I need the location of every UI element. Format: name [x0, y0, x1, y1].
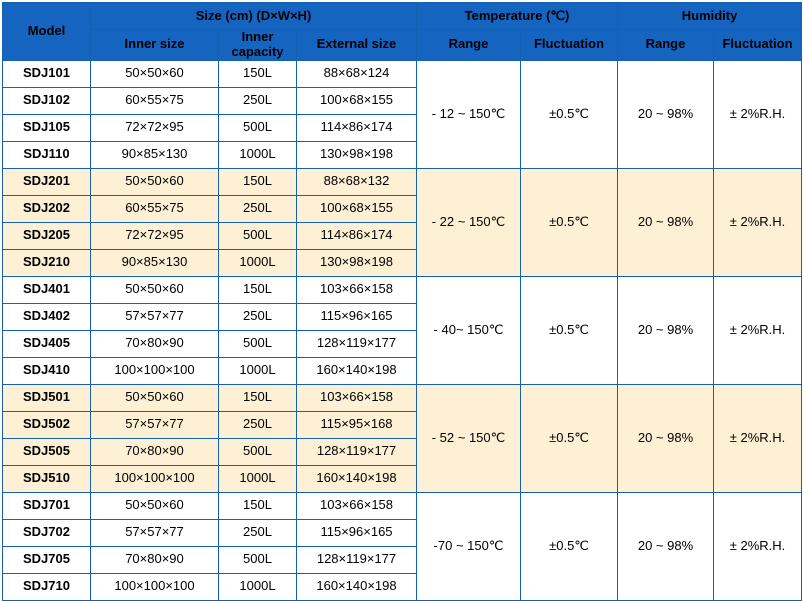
cell-inner-size: 50×50×60: [91, 384, 219, 411]
header-humidity-fluctuation: Fluctuation: [714, 30, 802, 61]
cell-inner-size: 90×85×130: [91, 249, 219, 276]
table-body: [3, 60, 802, 600]
cell-external-size: 160×140×198: [297, 573, 417, 600]
cell-temperature-fluctuation: ±0.5℃: [521, 168, 618, 276]
table-row: [3, 168, 802, 195]
header-humidity-group: Humidity: [618, 3, 802, 30]
cell-inner-size: 60×55×75: [91, 195, 219, 222]
cell-model: SDJ101: [3, 60, 91, 87]
cell-external-size: 103×66×158: [297, 492, 417, 519]
cell-inner-size: 50×50×60: [91, 168, 219, 195]
cell-inner-size: 57×57×77: [91, 303, 219, 330]
cell-temperature-fluctuation: ±0.5℃: [521, 276, 618, 384]
cell-humidity-fluctuation: ± 2%R.H.: [714, 492, 802, 600]
cell-inner-capacity: 1000L: [219, 357, 297, 384]
cell-model: SDJ202: [3, 195, 91, 222]
cell-temperature-range: - 52 ~ 150℃: [417, 384, 521, 492]
cell-inner-size: 50×50×60: [91, 276, 219, 303]
cell-humidity-range: 20 ~ 98%: [618, 276, 714, 384]
header-sub-row: [3, 30, 802, 61]
cell-inner-capacity: 150L: [219, 168, 297, 195]
cell-inner-size: 90×85×130: [91, 141, 219, 168]
cell-model: SDJ205: [3, 222, 91, 249]
cell-model: SDJ501: [3, 384, 91, 411]
cell-external-size: 115×96×165: [297, 303, 417, 330]
cell-inner-size: 100×100×100: [91, 357, 219, 384]
cell-inner-capacity: 1000L: [219, 249, 297, 276]
table-header: [3, 3, 802, 61]
cell-temperature-fluctuation: ±0.5℃: [521, 60, 618, 168]
cell-model: SDJ402: [3, 303, 91, 330]
cell-humidity-range: 20 ~ 98%: [618, 60, 714, 168]
cell-inner-size: 50×50×60: [91, 60, 219, 87]
cell-external-size: 88×68×124: [297, 60, 417, 87]
cell-inner-capacity: 250L: [219, 87, 297, 114]
cell-humidity-range: 20 ~ 98%: [618, 492, 714, 600]
cell-external-size: 130×98×198: [297, 141, 417, 168]
header-temperature-fluctuation: Fluctuation: [521, 30, 618, 61]
cell-inner-capacity: 500L: [219, 222, 297, 249]
header-group-row: [3, 3, 802, 30]
table-row: [3, 384, 802, 411]
header-size-group: Size (cm) (D×W×H): [91, 3, 417, 30]
cell-temperature-range: -70 ~ 150℃: [417, 492, 521, 600]
cell-external-size: 115×96×165: [297, 519, 417, 546]
cell-inner-capacity: 150L: [219, 492, 297, 519]
cell-external-size: 128×119×177: [297, 438, 417, 465]
cell-inner-capacity: 1000L: [219, 465, 297, 492]
cell-humidity-fluctuation: ± 2%R.H.: [714, 276, 802, 384]
cell-inner-size: 57×57×77: [91, 411, 219, 438]
cell-inner-size: 50×50×60: [91, 492, 219, 519]
cell-model: SDJ701: [3, 492, 91, 519]
cell-model: SDJ210: [3, 249, 91, 276]
cell-external-size: 114×86×174: [297, 114, 417, 141]
cell-external-size: 88×68×132: [297, 168, 417, 195]
cell-external-size: 103×66×158: [297, 276, 417, 303]
cell-external-size: 160×140×198: [297, 465, 417, 492]
cell-external-size: 103×66×158: [297, 384, 417, 411]
cell-temperature-fluctuation: ±0.5℃: [521, 492, 618, 600]
cell-inner-size: 70×80×90: [91, 330, 219, 357]
cell-model: SDJ510: [3, 465, 91, 492]
header-temperature-group: Temperature (℃): [417, 3, 618, 30]
cell-model: SDJ405: [3, 330, 91, 357]
cell-model: SDJ102: [3, 87, 91, 114]
cell-temperature-range: - 22 ~ 150℃: [417, 168, 521, 276]
cell-inner-size: 57×57×77: [91, 519, 219, 546]
cell-inner-capacity: 150L: [219, 384, 297, 411]
cell-external-size: 114×86×174: [297, 222, 417, 249]
cell-inner-capacity: 500L: [219, 438, 297, 465]
cell-external-size: 128×119×177: [297, 546, 417, 573]
cell-inner-capacity: 1000L: [219, 141, 297, 168]
cell-inner-capacity: 150L: [219, 60, 297, 87]
header-model: Model: [3, 3, 91, 61]
cell-inner-capacity: 250L: [219, 303, 297, 330]
cell-external-size: 160×140×198: [297, 357, 417, 384]
header-external-size: External size: [297, 30, 417, 61]
cell-external-size: 115×95×168: [297, 411, 417, 438]
table-row: [3, 60, 802, 87]
cell-inner-capacity: 500L: [219, 330, 297, 357]
header-inner-capacity: Inner capacity: [219, 30, 297, 61]
cell-temperature-range: - 40~ 150℃: [417, 276, 521, 384]
cell-humidity-fluctuation: ± 2%R.H.: [714, 60, 802, 168]
cell-inner-size: 100×100×100: [91, 573, 219, 600]
cell-inner-capacity: 250L: [219, 411, 297, 438]
cell-inner-size: 60×55×75: [91, 87, 219, 114]
cell-external-size: 130×98×198: [297, 249, 417, 276]
cell-model: SDJ502: [3, 411, 91, 438]
cell-external-size: 128×119×177: [297, 330, 417, 357]
cell-external-size: 100×68×155: [297, 87, 417, 114]
header-inner-size: Inner size: [91, 30, 219, 61]
cell-inner-size: 70×80×90: [91, 438, 219, 465]
header-humidity-range: Range: [618, 30, 714, 61]
cell-inner-size: 72×72×95: [91, 114, 219, 141]
cell-inner-capacity: 250L: [219, 519, 297, 546]
cell-inner-size: 100×100×100: [91, 465, 219, 492]
cell-model: SDJ105: [3, 114, 91, 141]
cell-inner-size: 72×72×95: [91, 222, 219, 249]
cell-external-size: 100×68×155: [297, 195, 417, 222]
cell-model: SDJ702: [3, 519, 91, 546]
cell-model: SDJ505: [3, 438, 91, 465]
cell-model: SDJ410: [3, 357, 91, 384]
cell-inner-capacity: 500L: [219, 114, 297, 141]
cell-humidity-fluctuation: ± 2%R.H.: [714, 168, 802, 276]
cell-temperature-range: - 12 ~ 150℃: [417, 60, 521, 168]
header-temperature-range: Range: [417, 30, 521, 61]
cell-model: SDJ401: [3, 276, 91, 303]
cell-model: SDJ110: [3, 141, 91, 168]
cell-temperature-fluctuation: ±0.5℃: [521, 384, 618, 492]
cell-model: SDJ710: [3, 573, 91, 600]
cell-inner-capacity: 250L: [219, 195, 297, 222]
cell-inner-size: 70×80×90: [91, 546, 219, 573]
cell-inner-capacity: 500L: [219, 546, 297, 573]
cell-inner-capacity: 1000L: [219, 573, 297, 600]
table-row: [3, 276, 802, 303]
cell-humidity-fluctuation: ± 2%R.H.: [714, 384, 802, 492]
cell-humidity-range: 20 ~ 98%: [618, 384, 714, 492]
cell-model: SDJ201: [3, 168, 91, 195]
cell-humidity-range: 20 ~ 98%: [618, 168, 714, 276]
cell-model: SDJ705: [3, 546, 91, 573]
specification-table: [2, 2, 802, 601]
table-row: [3, 492, 802, 519]
cell-inner-capacity: 150L: [219, 276, 297, 303]
